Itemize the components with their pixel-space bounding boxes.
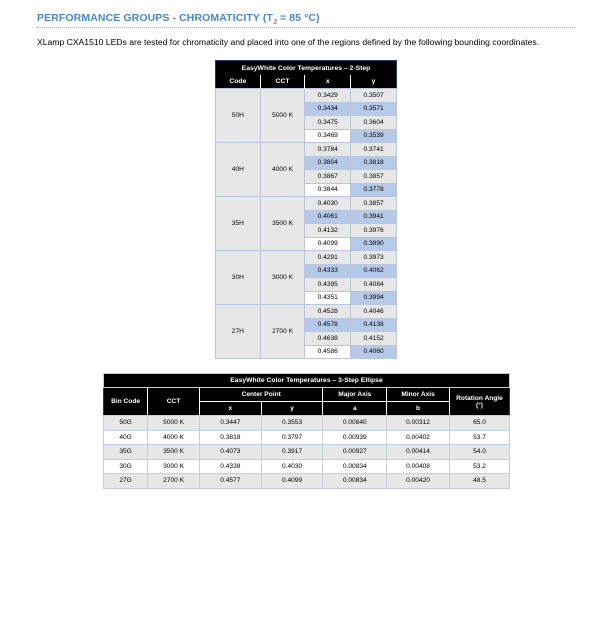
cct-cell: 3500 K bbox=[260, 197, 305, 251]
x-value-cell: 0.4578 bbox=[305, 318, 351, 332]
y-value-cell: 0.3571 bbox=[351, 102, 397, 116]
major-axis-cell: 0.00834 bbox=[323, 459, 387, 474]
center-x-cell: 0.3818 bbox=[200, 430, 262, 445]
table-caption: EasyWhite Color Temperatures – 2-Step bbox=[216, 61, 397, 76]
y-value-cell: 0.3941 bbox=[351, 210, 397, 224]
two-step-table bbox=[215, 60, 397, 359]
x-value-cell: 0.4586 bbox=[305, 345, 351, 359]
minor-axis-cell: 0.00408 bbox=[387, 459, 450, 474]
y-value-cell: 0.4084 bbox=[351, 278, 397, 292]
center-y-cell: 0.3797 bbox=[261, 430, 323, 445]
header-b: b bbox=[387, 402, 450, 416]
header-y: y bbox=[351, 75, 397, 89]
bin-code-cell: 50G bbox=[104, 416, 148, 431]
bin-code-cell: 30H bbox=[216, 251, 261, 305]
minor-axis-cell: 0.00402 bbox=[387, 430, 450, 445]
major-axis-cell: 0.00840 bbox=[323, 416, 387, 431]
x-value-cell: 0.4099 bbox=[305, 237, 351, 251]
header-bin-code: Bin Code bbox=[104, 388, 148, 416]
cct-cell: 5000 K bbox=[260, 89, 305, 143]
y-value-cell: 0.3539 bbox=[351, 129, 397, 143]
cct-cell: 3000 K bbox=[260, 251, 305, 305]
bin-code-cell: 35H bbox=[216, 197, 261, 251]
cct-cell: 3500 K bbox=[148, 445, 200, 460]
bin-code-cell: 40G bbox=[104, 430, 148, 445]
header-code: Code bbox=[216, 75, 261, 89]
dotted-divider bbox=[37, 27, 575, 28]
major-axis-cell: 0.00927 bbox=[323, 445, 387, 460]
y-value-cell: 0.3976 bbox=[351, 224, 397, 238]
rotation-angle-cell: 65.0 bbox=[449, 416, 509, 431]
y-value-cell: 0.3973 bbox=[351, 251, 397, 265]
y-value-cell: 0.4046 bbox=[351, 305, 397, 319]
bin-code-cell: 35G bbox=[104, 445, 148, 460]
x-value-cell: 0.3434 bbox=[305, 102, 351, 116]
x-value-cell: 0.3469 bbox=[305, 129, 351, 143]
x-value-cell: 0.4638 bbox=[305, 332, 351, 346]
cct-cell: 4000 K bbox=[148, 430, 200, 445]
header-cct: CCT bbox=[260, 75, 305, 89]
x-value-cell: 0.3844 bbox=[305, 183, 351, 197]
center-y-cell: 0.4030 bbox=[261, 459, 323, 474]
three-step-ellipse-table bbox=[103, 373, 510, 489]
center-y-cell: 0.4099 bbox=[261, 474, 323, 489]
rotation-angle-cell: 53.7 bbox=[449, 430, 509, 445]
rotation-angle-cell: 48.5 bbox=[449, 474, 509, 489]
header-x: x bbox=[305, 75, 351, 89]
y-value-cell: 0.3741 bbox=[351, 143, 397, 157]
bin-code-cell: 30G bbox=[104, 459, 148, 474]
table-row bbox=[216, 251, 397, 265]
y-value-cell: 0.4062 bbox=[351, 264, 397, 278]
y-value-cell: 0.3604 bbox=[351, 116, 397, 130]
table-row bbox=[216, 143, 397, 157]
center-x-cell: 0.3447 bbox=[200, 416, 262, 431]
header-x: x bbox=[200, 402, 262, 416]
minor-axis-cell: 0.00420 bbox=[387, 474, 450, 489]
x-value-cell: 0.4030 bbox=[305, 197, 351, 211]
header-rotation-angle: Rotation Angle (°) bbox=[449, 388, 509, 416]
x-value-cell: 0.4291 bbox=[305, 251, 351, 265]
header-center-point: Center Point bbox=[200, 388, 323, 402]
x-value-cell: 0.4061 bbox=[305, 210, 351, 224]
y-value-cell: 0.3857 bbox=[351, 197, 397, 211]
x-value-cell: 0.4333 bbox=[305, 264, 351, 278]
table-row bbox=[216, 197, 397, 211]
cct-cell: 5000 K bbox=[148, 416, 200, 431]
center-y-cell: 0.3917 bbox=[261, 445, 323, 460]
x-value-cell: 0.4351 bbox=[305, 291, 351, 305]
table-row bbox=[216, 305, 397, 319]
center-x-cell: 0.4577 bbox=[200, 474, 262, 489]
bin-code-cell: 27G bbox=[104, 474, 148, 489]
page-title: PERFORMANCE GROUPS - CHROMATICITY ($T_J = 85$ °C) bbox=[37, 12, 320, 27]
x-value-cell: 0.3784 bbox=[305, 143, 351, 157]
header-minor-axis: Minor Axis bbox=[387, 388, 450, 402]
y-value-cell: 0.3994 bbox=[351, 291, 397, 305]
major-axis-cell: 0.00834 bbox=[323, 474, 387, 489]
cct-cell: 2700 K bbox=[260, 305, 305, 359]
major-axis-cell: 0.00939 bbox=[323, 430, 387, 445]
x-value-cell: 0.3867 bbox=[305, 170, 351, 184]
y-value-cell: 0.4152 bbox=[351, 332, 397, 346]
y-value-cell: 0.3818 bbox=[351, 156, 397, 170]
rotation-angle-cell: 54.0 bbox=[449, 445, 509, 460]
table-row bbox=[104, 474, 510, 489]
minor-axis-cell: 0.00414 bbox=[387, 445, 450, 460]
table-row bbox=[104, 459, 510, 474]
x-value-cell: 0.3804 bbox=[305, 156, 351, 170]
y-value-cell: 0.3857 bbox=[351, 170, 397, 184]
cct-cell: 4000 K bbox=[260, 143, 305, 197]
table-row bbox=[216, 89, 397, 103]
header-y: y bbox=[261, 402, 323, 416]
minor-axis-cell: 0.00312 bbox=[387, 416, 450, 431]
x-value-cell: 0.4528 bbox=[305, 305, 351, 319]
rotation-angle-cell: 53.2 bbox=[449, 459, 509, 474]
table-row bbox=[104, 416, 510, 431]
header-a: a bbox=[323, 402, 387, 416]
y-value-cell: 0.4060 bbox=[351, 345, 397, 359]
bin-code-cell: 27H bbox=[216, 305, 261, 359]
header-major-axis: Major Axis bbox=[323, 388, 387, 402]
cct-cell: 2700 K bbox=[148, 474, 200, 489]
center-y-cell: 0.3553 bbox=[261, 416, 323, 431]
y-value-cell: 0.3778 bbox=[351, 183, 397, 197]
y-value-cell: 0.3507 bbox=[351, 89, 397, 103]
cct-cell: 3000 K bbox=[148, 459, 200, 474]
table-row bbox=[104, 445, 510, 460]
x-value-cell: 0.4395 bbox=[305, 278, 351, 292]
y-value-cell: 0.3890 bbox=[351, 237, 397, 251]
x-value-cell: 0.3475 bbox=[305, 116, 351, 130]
table-row bbox=[104, 430, 510, 445]
header-cct: CCT bbox=[148, 388, 200, 416]
x-value-cell: 0.3429 bbox=[305, 89, 351, 103]
y-value-cell: 0.4138 bbox=[351, 318, 397, 332]
center-x-cell: 0.4338 bbox=[200, 459, 262, 474]
x-value-cell: 0.4132 bbox=[305, 224, 351, 238]
bin-code-cell: 50H bbox=[216, 89, 261, 143]
bin-code-cell: 40H bbox=[216, 143, 261, 197]
intro-text: XLamp CXA1510 LEDs are tested for chromaticity and placed into one of the regions defined by the following bounding coordinates. bbox=[37, 37, 540, 47]
table-caption: EasyWhite Color Temperatures – 3-Step Ellipse bbox=[104, 374, 510, 388]
center-x-cell: 0.4073 bbox=[200, 445, 262, 460]
